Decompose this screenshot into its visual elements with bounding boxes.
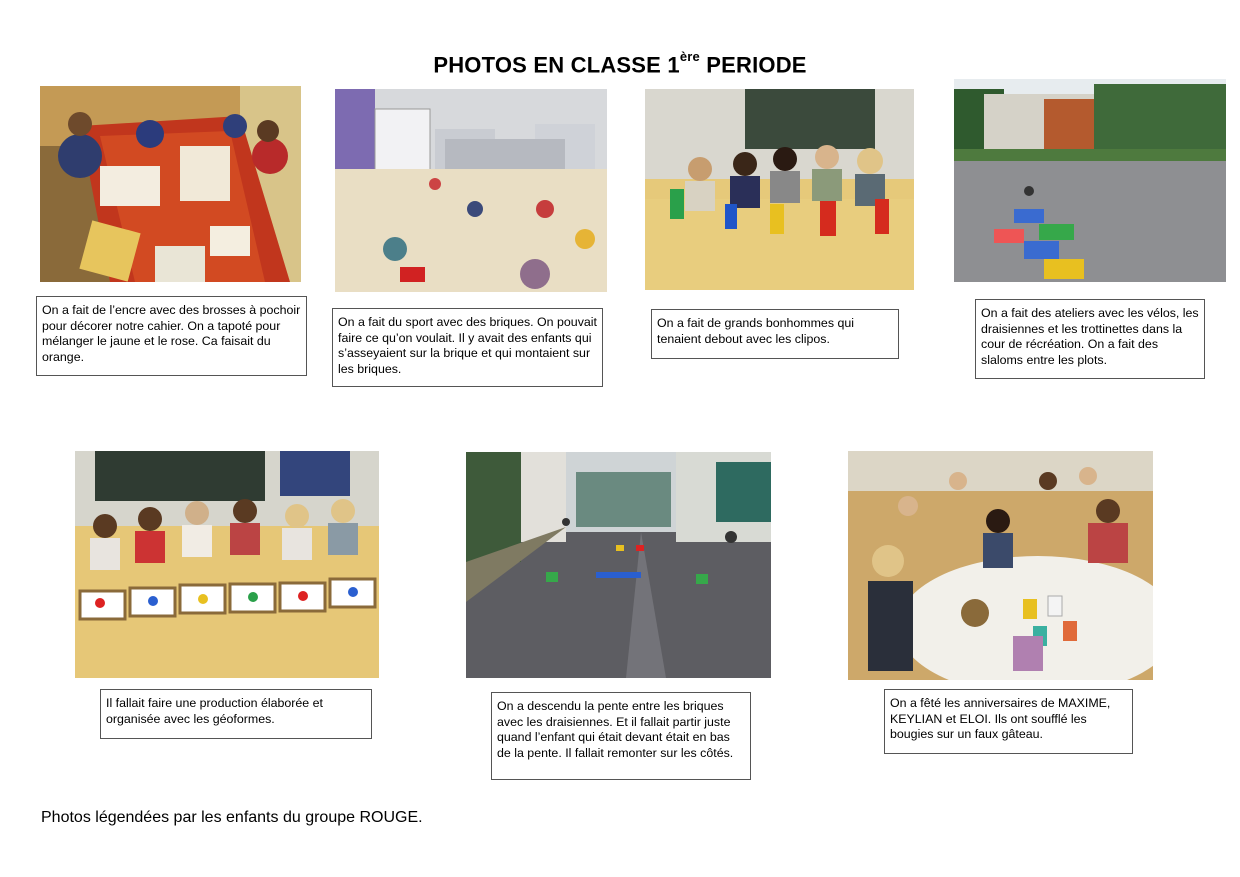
page-title: PHOTOS EN CLASSE 1ère PERIODE	[433, 49, 807, 78]
photo-painting-ink	[40, 86, 301, 282]
caption-slope: On a descendu la pente entre les briques avec les draisiennes. Et il fallait partir juste quand l’enfant qui était devant était en bas de la pente. Il fallait remonter sur les côtés.	[491, 692, 751, 780]
caption-painting-ink: On a fait de l’encre avec des brosses à pochoir pour décorer notre cahier. On a tapoté pour mélanger le jaune et le rose. Ca faisait du orange.	[36, 296, 307, 376]
caption-geoformes: Il fallait faire une production élaborée et organisée avec les géoformes.	[100, 689, 372, 739]
photo-gym-bricks	[335, 89, 607, 292]
photo-geoformes	[75, 451, 379, 678]
photo-slope	[466, 452, 771, 678]
caption-gym-bricks: On a fait du sport avec des briques. On pouvait faire ce qu’on voulait. Il y avait des enfants qui s’asseyaient sur la brique et qui montaient sur les briques.	[332, 308, 603, 387]
caption-clipos: On a fait de grands bonhommes qui tenaient debout avec les clipos.	[651, 309, 899, 359]
caption-playground: On a fait des ateliers avec les vélos, les draisiennes et les trottinettes dans la cour de récréation. On a fait des slaloms entre les plots.	[975, 299, 1205, 379]
photo-clipos	[645, 89, 914, 290]
photo-playground	[954, 79, 1226, 282]
caption-birthday: On a fêté les anniversaires de MAXIME, KEYLIAN et ELOI. Ils ont soufflé les bougies sur un faux gâteau.	[884, 689, 1133, 754]
footer-note: Photos légendées par les enfants du groupe ROUGE.	[41, 809, 423, 826]
photo-birthday	[848, 451, 1153, 680]
